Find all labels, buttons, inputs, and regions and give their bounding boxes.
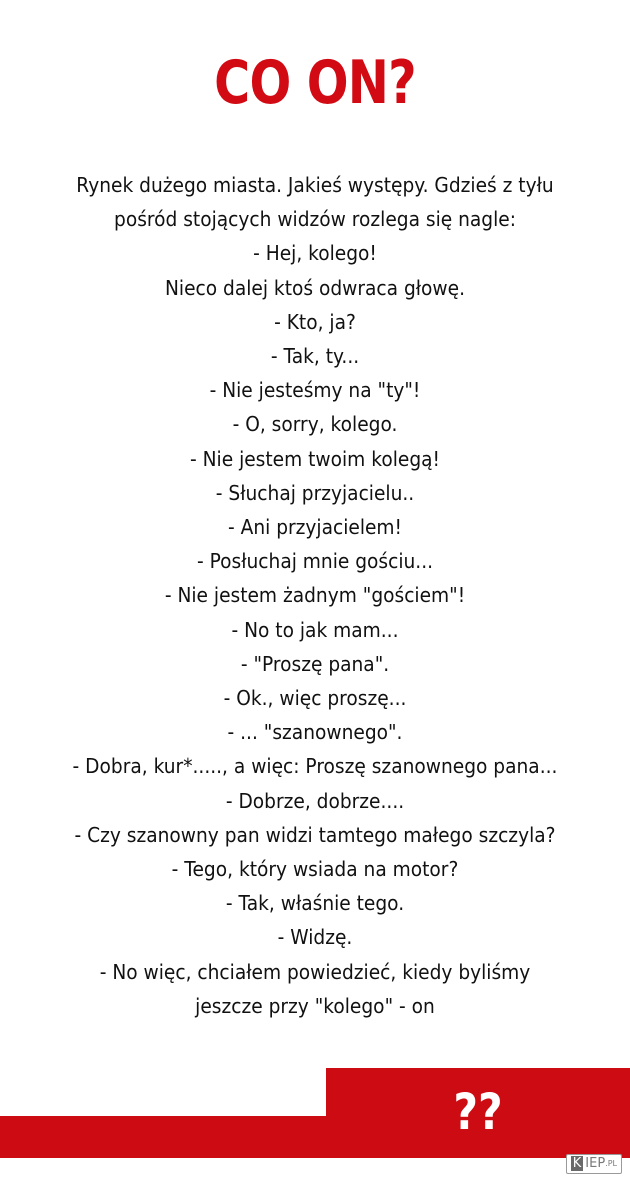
- story-line: pośród stojących widzów rozlega się nagle:: [114, 207, 516, 232]
- watermark-rest: IEP: [585, 1156, 606, 1171]
- story-line: - Ani przyjacielem!: [227, 515, 403, 540]
- story-line: - O, sorry, kolego.: [232, 412, 398, 437]
- story-line: Rynek dużego miasta. Jakieś występy. Gdzieś z tyłu: [76, 173, 554, 197]
- story-line: - Tak, właśnie tego.: [225, 891, 405, 916]
- story-line: jeszcze przy "kolego" - on: [195, 993, 435, 1018]
- story-line: - No to jak mam...: [231, 617, 399, 642]
- story-line: - Nie jestem twoim kolegą!: [190, 446, 440, 471]
- story-line: - Ok., więc proszę...: [223, 686, 407, 711]
- story-line: - Tak, ty...: [270, 344, 360, 369]
- watermark-k: K: [572, 1156, 582, 1171]
- story-line: - ... "szanownego".: [227, 720, 403, 745]
- story-line: - Posłuchaj mnie gościu...: [196, 549, 434, 574]
- story-line: - Nie jestem żadnym "gościem"!: [164, 583, 466, 608]
- meme-title: CO ON?: [214, 48, 416, 118]
- story-line: - Widzę.: [277, 925, 353, 950]
- watermark-pl: .PL: [605, 1159, 617, 1168]
- kiep-watermark-logo: [566, 1154, 622, 1174]
- story-line: - Kto, ja?: [274, 309, 356, 334]
- story-line: Nieco dalej ktoś odwraca głowę.: [164, 275, 466, 300]
- story-line: - Dobra, kur*....., a więc: Proszę szanownego pana...: [72, 754, 558, 779]
- story-line: - Nie jesteśmy na "ty"!: [209, 378, 421, 403]
- story-line: - "Proszę pana".: [240, 651, 390, 676]
- story-line: - Słuchaj przyjacielu..: [215, 480, 415, 505]
- question-marks: ??: [453, 1083, 503, 1141]
- story-text: [0, 168, 630, 1023]
- story-line: - No więc, chciałem powiedzieć, kiedy byliśmy: [99, 959, 531, 984]
- story-line: - Hej, kolego!: [253, 241, 377, 266]
- story-line: - Czy szanowny pan widzi tamtego małego szczyla?: [74, 822, 556, 847]
- story-line: - Dobrze, dobrze....: [225, 788, 405, 813]
- story-line: - Tego, który wsiada na motor?: [171, 857, 459, 882]
